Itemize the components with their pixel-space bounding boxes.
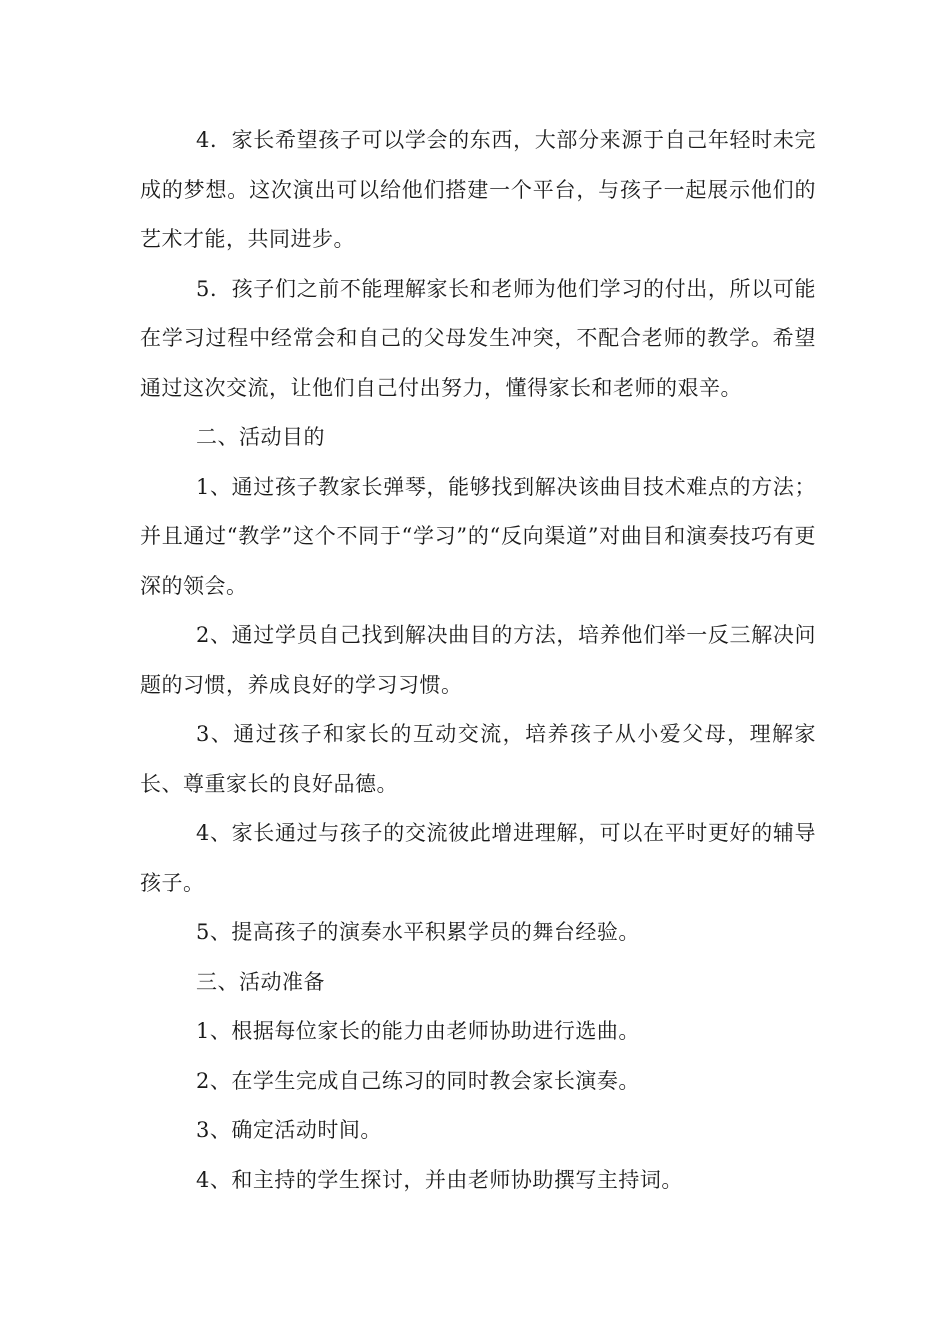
purpose-item-4: 4、家长通过与孩子的交流彼此增进理解，可以在平时更好的辅导孩子。: [140, 821, 816, 895]
section-heading-preparation: 三、活动准备: [196, 969, 325, 994]
document-page: [140, 116, 816, 1205]
preparation-item-1: 1、根据每位家长的能力由老师协助进行选曲。: [196, 1019, 640, 1043]
section-heading-purpose: 二、活动目的: [196, 425, 325, 449]
preparation-item-4: 4、和主持的学生探讨，并由老师协助撰写主持词。: [196, 1167, 683, 1192]
paragraph-item-4-wish: 4．家长希望孩子可以学会的东西，大部分来源于自己年轻时未完成的梦想。这次演出可以给他们搭建一个平台，与孩子一起展示他们的艺术才能，共同进步。: [140, 128, 816, 251]
preparation-item-3: 3、确定活动时间。: [196, 1118, 382, 1142]
preparation-item-2: 2、在学生完成自己练习的同时教会家长演奏。: [196, 1068, 640, 1093]
purpose-item-1: 1、通过孩子教家长弹琴，能够找到解决该曲目技术难点的方法；并且通过“教学”这个不同于“学习”的“反向渠道”对曲目和演奏技巧有更深的领会。: [140, 474, 816, 598]
purpose-item-5: 5、提高孩子的演奏水平积累学员的舞台经验。: [196, 920, 640, 944]
paragraph-item-5-understanding: 5．孩子们之前不能理解家长和老师为他们学习的付出，所以可能在学习过程中经常会和自己的父母发生冲突，不配合老师的教学。希望通过这次交流，让他们自己付出努力，懂得家长和老师的艰辛。: [140, 276, 816, 400]
purpose-item-3: 3、通过孩子和家长的互动交流，培养孩子从小爱父母，理解家长、尊重家长的良好品德。: [140, 722, 816, 796]
purpose-item-2: 2、通过学员自己找到解决曲目的方法，培养他们举一反三解决问题的习惯，养成良好的学习习惯。: [140, 623, 816, 697]
